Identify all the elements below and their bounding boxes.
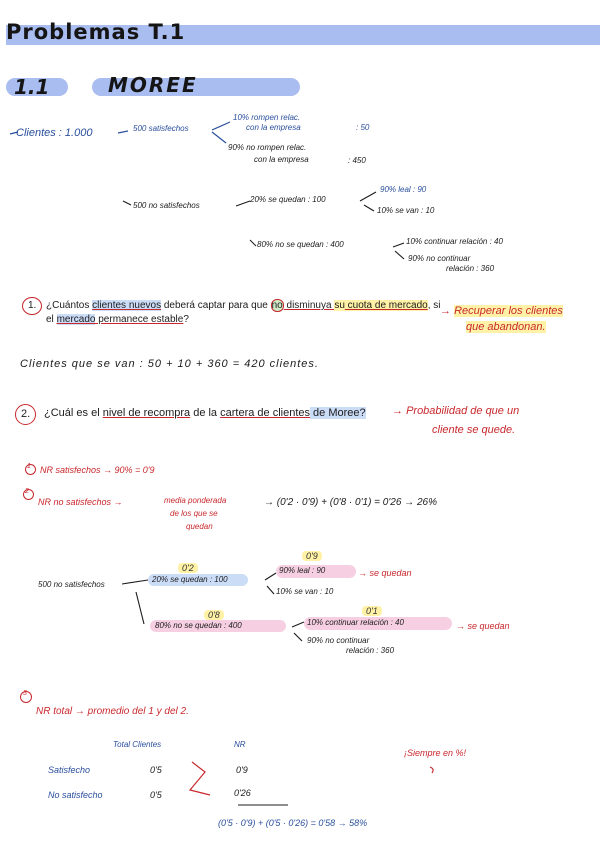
step-1-text: NR satisfechos → 90% = 0'9 xyxy=(40,465,155,475)
tree1-leave-10: 10% se van : 10 xyxy=(377,206,435,215)
question-1-line2 xyxy=(46,314,189,325)
step-2-weighted-line1: media ponderada xyxy=(164,496,227,505)
q1-keyword-not: no xyxy=(271,300,283,311)
q2-keyword-repurchase: nivel de recompra xyxy=(102,407,191,419)
step-2-number: 2 xyxy=(25,488,29,495)
tree1-stay-20: 20% se quedan : 100 xyxy=(250,195,326,204)
question-2-text xyxy=(44,407,366,419)
tree1-not-continue-90-line2: relación : 360 xyxy=(446,264,495,273)
table-row2-total: 0'5 xyxy=(150,790,162,800)
q1-answer: Clientes que se van : 50 + 10 + 360 = 420 clientes. xyxy=(20,358,319,370)
tree2-stay-arrow-2: → se quedan xyxy=(456,621,510,631)
tree2-root: 500 no satisfechos xyxy=(38,580,105,589)
tree1-root: Clientes : 1.000 xyxy=(16,127,93,139)
step-3-number: 3 xyxy=(23,690,27,697)
table-header-total: Total Clientes xyxy=(113,740,162,749)
question-2-number: 2. xyxy=(21,408,31,420)
tree1-sat-branch-a-value: : 50 xyxy=(356,123,370,132)
q2-keyword-moree: de Moree? xyxy=(310,407,366,419)
q1-note-line2 xyxy=(466,321,546,333)
table-row1-total: 0'5 xyxy=(150,765,162,775)
table-header-nr: NR xyxy=(234,740,246,749)
q2-note-text: Probabilidad de que un xyxy=(406,405,520,417)
tree2-loyal-90: 90% leal : 90 xyxy=(279,566,326,575)
tree2-not-continue-line2: relación : 360 xyxy=(346,646,395,655)
tree1-sat-branch-a-line2: con la empresa xyxy=(246,123,301,132)
q1-note-line1: → Recuperar los clientes xyxy=(440,305,563,317)
q1-keyword-new-clients: clientes nuevos xyxy=(92,300,162,311)
step-2-text: NR no satisfechos → xyxy=(38,497,123,507)
q1-keyword-decrease: disminuya xyxy=(283,300,335,311)
q2-keyword-portfolio: cartera de clientes xyxy=(220,407,310,419)
step-2-weighted-line2: de los que se xyxy=(170,509,218,518)
always-percent-note: ¡Siempre en %! xyxy=(404,748,467,758)
tree1-not-continue-90-line1: 90% no continuar xyxy=(408,254,471,263)
q1-text: deberá captar para que xyxy=(161,300,271,311)
q1-keyword-stable: permanece estable xyxy=(95,314,184,325)
tree1-sat-branch-b-value: : 450 xyxy=(348,156,366,165)
table-row2-label: No satisfecho xyxy=(48,790,103,800)
q1-keyword-its: su xyxy=(334,300,345,311)
step-1-number: 1 xyxy=(27,463,31,470)
tree1-satisfied: 500 satisfechos xyxy=(133,124,189,133)
tree2-not-stay-80: 80% no se quedan : 400 xyxy=(155,621,242,630)
tag-0-9: 0'9 xyxy=(302,551,322,561)
q2-note-line2: cliente se quede. xyxy=(432,424,516,436)
q2-note-line1: → Probabilidad de que un xyxy=(392,405,520,417)
tree1-not-satisfied: 500 no satisfechos xyxy=(133,201,200,210)
tag-0-2: 0'2 xyxy=(178,563,198,573)
q1-text: el xyxy=(46,314,57,325)
tree1-sat-branch-b-line2: con la empresa xyxy=(254,155,309,164)
q1-keyword-market-share: cuota de mercado xyxy=(344,300,428,311)
tree2-stay-20: 20% se quedan : 100 xyxy=(152,575,228,584)
tree1-sat-branch-b-line1: 90% no rompen relac. xyxy=(228,143,307,152)
page-title: Problemas T.1 xyxy=(6,20,186,44)
step-3-text: NR total → promedio del 1 y del 2. xyxy=(36,706,189,717)
question-1-line1 xyxy=(46,300,440,311)
step-2-weighted-line3: quedan xyxy=(186,522,213,531)
q1-note-text: Recuperar los clientes xyxy=(454,305,563,317)
tree1-continue-10: 10% continuar relación : 40 xyxy=(406,237,503,246)
q1-text: ? xyxy=(183,314,189,325)
tree2-not-continue-line1: 90% no continuar xyxy=(307,636,370,645)
q1-note-text: que abandonan. xyxy=(466,321,546,333)
tag-0-8: 0'8 xyxy=(204,610,224,620)
q2-text: de la xyxy=(190,407,221,419)
table-row1-label: Satisfecho xyxy=(48,765,91,775)
tag-0-1: 0'1 xyxy=(362,606,382,616)
table-row2-nr: 0'26 xyxy=(234,788,251,798)
section-number: 1.1 xyxy=(14,75,50,99)
question-1-number: 1. xyxy=(28,300,37,311)
section-name: MOREE xyxy=(108,73,198,97)
table-row1-nr: 0'9 xyxy=(236,765,248,775)
tree1-not-stay-80: 80% no se quedan : 400 xyxy=(257,240,344,249)
q1-text: ¿Cuántos xyxy=(46,300,93,311)
tree2-leave-10: 10% se van : 10 xyxy=(276,587,334,596)
q1-text: , si xyxy=(427,300,441,311)
tree2-continue-10: 10% continuar relación : 40 xyxy=(307,618,404,627)
tree1-sat-branch-a-line1: 10% rompen relac. xyxy=(233,113,301,122)
q2-text: ¿Cuál es el xyxy=(44,407,103,419)
final-formula: (0'5 · 0'9) + (0'5 · 0'26) = 0'58 → 58% xyxy=(218,818,368,828)
tree1-loyal-90: 90% leal : 90 xyxy=(380,185,427,194)
step-2-formula: → (0'2 · 0'9) + (0'8 · 0'1) = 0'26 → 26% xyxy=(264,497,437,508)
tree2-stay-arrow-1: → se quedan xyxy=(358,568,412,578)
q1-keyword-market: mercado xyxy=(56,314,96,325)
